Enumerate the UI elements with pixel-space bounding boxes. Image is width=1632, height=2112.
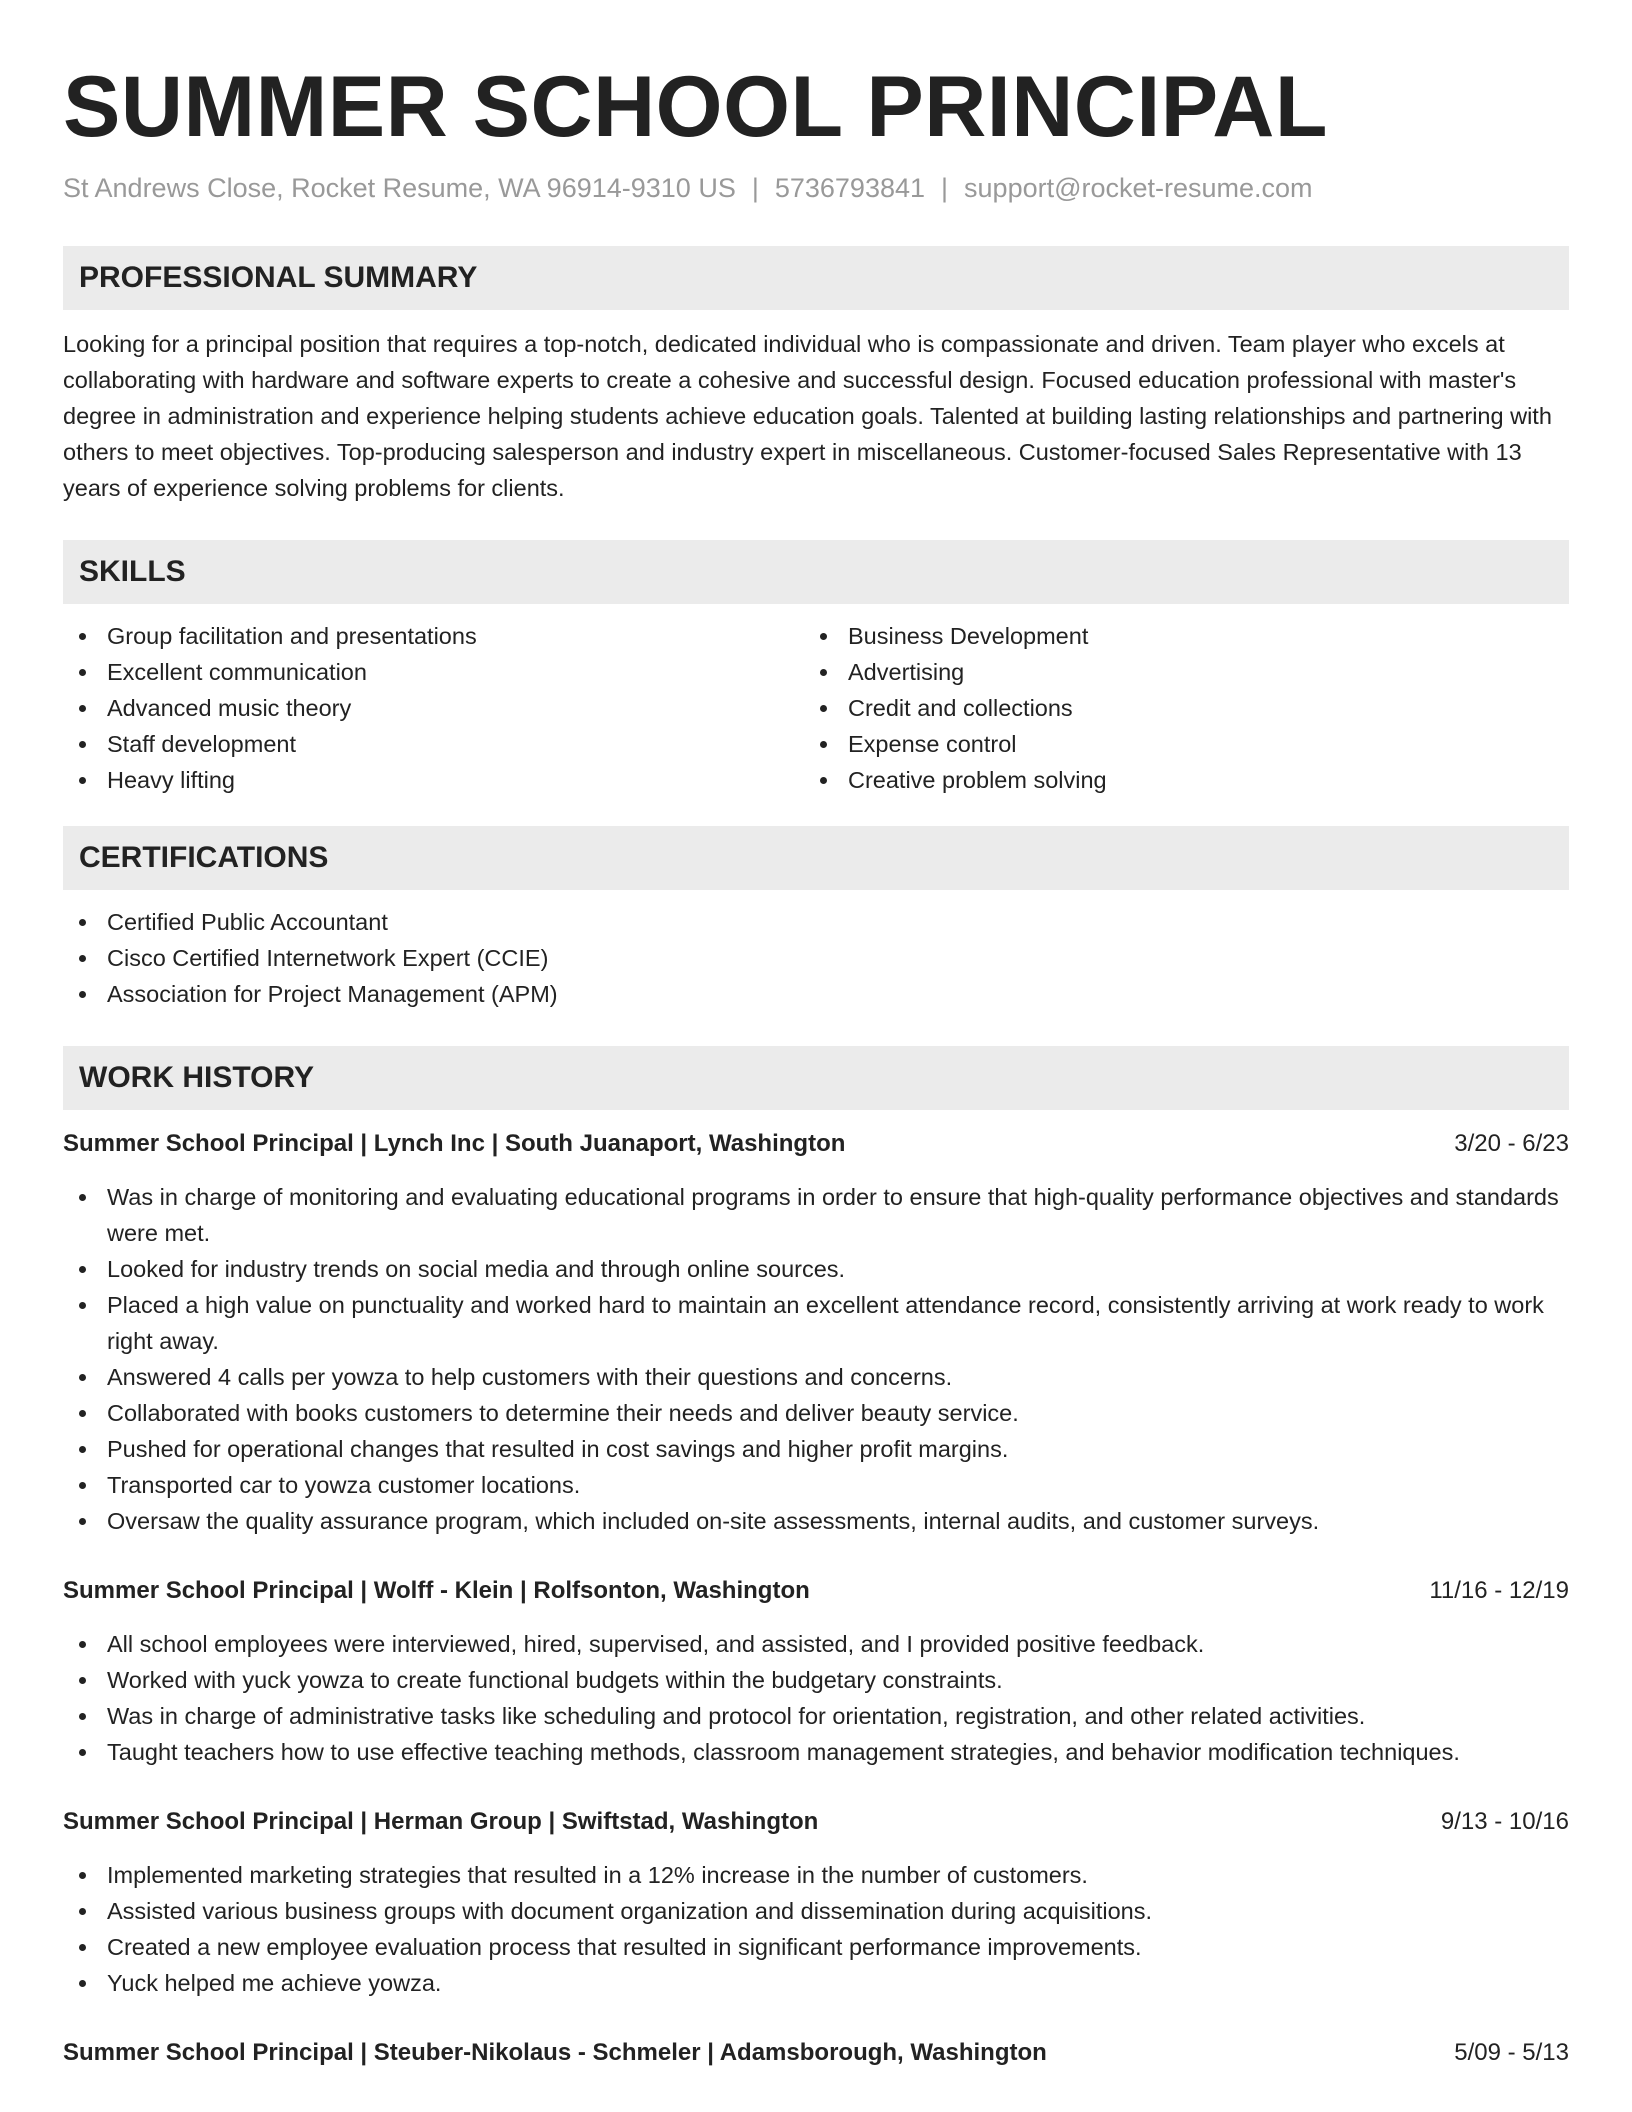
- skills-left-list: [63, 618, 804, 798]
- skill-item: Group facilitation and presentations: [63, 618, 804, 654]
- job-dates: 5/09 - 5/13: [1454, 2039, 1569, 2066]
- summary-heading: PROFESSIONAL SUMMARY: [63, 246, 1569, 310]
- job-bullet: Transported car to yowza customer locations.: [63, 1467, 1569, 1503]
- resume-name: SUMMER SCHOOL PRINCIPAL: [63, 59, 1328, 155]
- skills-section: [63, 540, 1569, 798]
- certification-item: Certified Public Accountant: [63, 904, 1569, 940]
- job-bullet: Assisted various business groups with document organization and dissemination during acquisitions.: [63, 1893, 1569, 1929]
- skill-item: Excellent communication: [63, 654, 804, 690]
- certifications-section: [63, 826, 1569, 1012]
- job-bullet: Yuck helped me achieve yowza.: [63, 1965, 1569, 2001]
- skill-item: Staff development: [63, 726, 804, 762]
- job-header: [63, 1573, 1569, 1609]
- job-bullet: Pushed for operational changes that resulted in cost savings and higher profit margins.: [63, 1431, 1569, 1467]
- job-title: Summer School Principal | Herman Group | Swiftstad, Washington: [63, 1808, 819, 1835]
- contact-line: [63, 170, 1569, 206]
- contact-phone: 5736793841: [774, 173, 926, 203]
- job-title: Summer School Principal | Steuber-Nikolaus - Schmeler | Adamsborough, Washington: [63, 2039, 1047, 2066]
- summary-text: Looking for a principal position that requires a top-notch, dedicated individual who is compassionate and driven. Team player who excels at collaborating with hardware and software experts to create a cohesive and successful design. Focused education professional with master's degree in administration and experience helping students achieve education goals. Talented at building lasting relationships and partnering with others to meet objectives. Top-producing salesperson and industry expert in miscellaneous. Customer-focused Sales Representative with 13 years of experience solving problems for clients.: [63, 331, 1552, 501]
- job-title: Summer School Principal | Wolff - Klein | Rolfsonton, Washington: [63, 1577, 810, 1604]
- job-bullet: Was in charge of monitoring and evaluating educational programs in order to ensure that high-quality performance objectives and standards were met.: [63, 1179, 1569, 1251]
- contact-email: support@rocket-resume.com: [964, 173, 1313, 203]
- skills-grid: [63, 618, 1569, 798]
- job-bullet: Taught teachers how to use effective teaching methods, classroom management strategies, and behavior modification techniques.: [63, 1734, 1569, 1770]
- job-bullet: Created a new employee evaluation process that resulted in significant performance improvements.: [63, 1929, 1569, 1965]
- job-title: Summer School Principal | Lynch Inc | South Juanaport, Washington: [63, 1130, 846, 1157]
- contact-separator: |: [941, 173, 949, 203]
- job-dates: 11/16 - 12/19: [1429, 1577, 1569, 1604]
- job-bullets: [63, 1857, 1569, 2001]
- contact-address: St Andrews Close, Rocket Resume, WA 96914-9310 US: [63, 173, 736, 203]
- skill-item: Advertising: [804, 654, 1545, 690]
- job-bullets: [63, 1626, 1569, 1770]
- certification-item: Cisco Certified Internetwork Expert (CCIE): [63, 940, 1569, 976]
- job-bullet: Answered 4 calls per yowza to help customers with their questions and concerns.: [63, 1359, 1569, 1395]
- skills-heading: SKILLS: [63, 540, 1569, 604]
- job-dates: 3/20 - 6/23: [1454, 1130, 1569, 1157]
- contact-separator: |: [751, 173, 759, 203]
- job-header: [63, 1126, 1569, 1162]
- job-bullet: Implemented marketing strategies that resulted in a 12% increase in the number of customers.: [63, 1857, 1569, 1893]
- job-bullet: Collaborated with books customers to determine their needs and deliver beauty service.: [63, 1395, 1569, 1431]
- job-bullet: All school employees were interviewed, hired, supervised, and assisted, and I provided positive feedback.: [63, 1626, 1569, 1662]
- job-header: [63, 1804, 1569, 1840]
- job-entry: [63, 1573, 1569, 1770]
- skills-right-list: [804, 618, 1545, 798]
- job-bullet: Oversaw the quality assurance program, which included on-site assessments, internal audits, and customer surveys.: [63, 1503, 1569, 1539]
- job-dates: 9/13 - 10/16: [1440, 1808, 1569, 1835]
- job-entry: [63, 1126, 1569, 1539]
- job-bullet: Was in charge of administrative tasks like scheduling and protocol for orientation, registration, and other related activities.: [63, 1698, 1569, 1734]
- job-bullet: Looked for industry trends on social media and through online sources.: [63, 1251, 1569, 1287]
- certification-item: Association for Project Management (APM): [63, 976, 1569, 1012]
- job-bullets: [63, 1179, 1569, 1539]
- skill-item: Business Development: [804, 618, 1545, 654]
- certifications-heading: CERTIFICATIONS: [63, 826, 1569, 890]
- job-bullet: Placed a high value on punctuality and worked hard to maintain an excellent attendance record, consistently arriving at work ready to work right away.: [63, 1287, 1569, 1359]
- work-history-section: [63, 1046, 1569, 2071]
- job-entry: [63, 1804, 1569, 2001]
- job-bullet: Worked with yuck yowza to create functional budgets within the budgetary constraints.: [63, 1662, 1569, 1698]
- skill-item: Heavy lifting: [63, 762, 804, 798]
- job-entry: [63, 2035, 1569, 2071]
- certifications-list: [63, 904, 1569, 1012]
- job-header: [63, 2035, 1569, 2071]
- work-history-heading: WORK HISTORY: [63, 1046, 1569, 1110]
- skill-item: Advanced music theory: [63, 690, 804, 726]
- skill-item: Expense control: [804, 726, 1545, 762]
- skill-item: Credit and collections: [804, 690, 1545, 726]
- summary-section: [63, 246, 1569, 506]
- skill-item: Creative problem solving: [804, 762, 1545, 798]
